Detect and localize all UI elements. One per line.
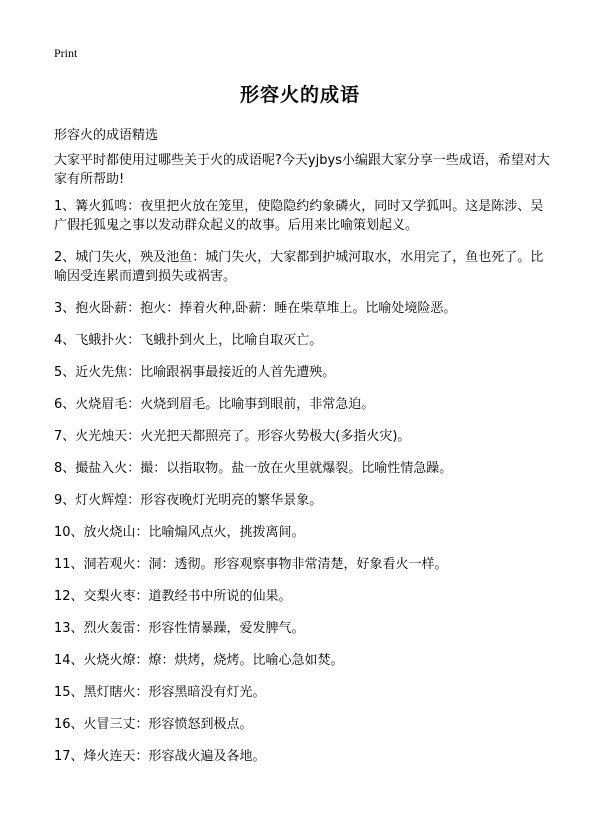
- idiom-list: [54, 197, 550, 779]
- page-title: 形容火的成语: [239, 84, 360, 106]
- list-item: 3、抱火卧薪：抱火：捧着火种,卧薪：睡在柴草堆上。比喻处境险恶。: [54, 301, 457, 316]
- list-item: 6、火烧眉毛：火烧到眉毛。比喻事到眼前，非常急迫。: [54, 397, 375, 412]
- list-item: 11、洞若观火：洞：透彻。形容观察事物非常清楚，好象看火一样。: [54, 557, 448, 572]
- list-item: 1、篝火狐鸣：夜里把火放在笼里，使隐隐约约象磷火，同时又学狐叫。这是陈涉、吴广假托狐鬼之事以发动群众起义的故事。后用来比喻策划起义。: [54, 199, 544, 233]
- list-item: 10、放火烧山：比喻煽风点火，挑拨离间。: [54, 525, 305, 540]
- list-item: 13、烈火轰雷：形容性情暴躁，爱发脾气。: [54, 621, 305, 636]
- article-subtitle: 形容火的成语精选: [54, 128, 159, 143]
- list-item: 14、火烧火燎：燎：烘烤，烧烤。比喻心急如焚。: [54, 653, 344, 668]
- list-item: 5、近火先焦：比喻跟祸事最接近的人首先遭殃。: [54, 365, 336, 380]
- list-item: 12、交梨火枣：道教经书中所说的仙果。: [54, 589, 292, 604]
- list-item: 15、黑灯瞎火：形容黑暗没有灯光。: [54, 685, 266, 700]
- list-item: 7、火光烛天：火光把天都照亮了。形容火势极大(多指火灾)。: [54, 429, 411, 444]
- list-item: 16、火冒三丈：形容愤怒到极点。: [54, 717, 253, 732]
- list-item: 4、飞蛾扑火：飞蛾扑到火上，比喻自取灭亡。: [54, 333, 323, 348]
- list-item: 8、撮盐入火：撮：以指取物。盐一放在火里就爆裂。比喻性情急躁。: [54, 461, 453, 476]
- list-item: 9、灯火辉煌：形容夜晚灯光明亮的繁华景象。: [54, 493, 323, 508]
- intro-paragraph: 大家平时都使用过哪些关于火的成语呢?今天yjbys小编跟大家分享一些成语，希望对大家有所帮助!: [54, 153, 550, 187]
- list-item: 2、城门失火，殃及池鱼：城门失火，大家都到护城河取水，水用完了，鱼也死了。比喻因受连累而遭到损失或祸害。: [54, 250, 544, 284]
- print-link[interactable]: Print: [54, 46, 78, 60]
- list-item: 17、烽火连天：形容战火遍及各地。: [54, 749, 266, 764]
